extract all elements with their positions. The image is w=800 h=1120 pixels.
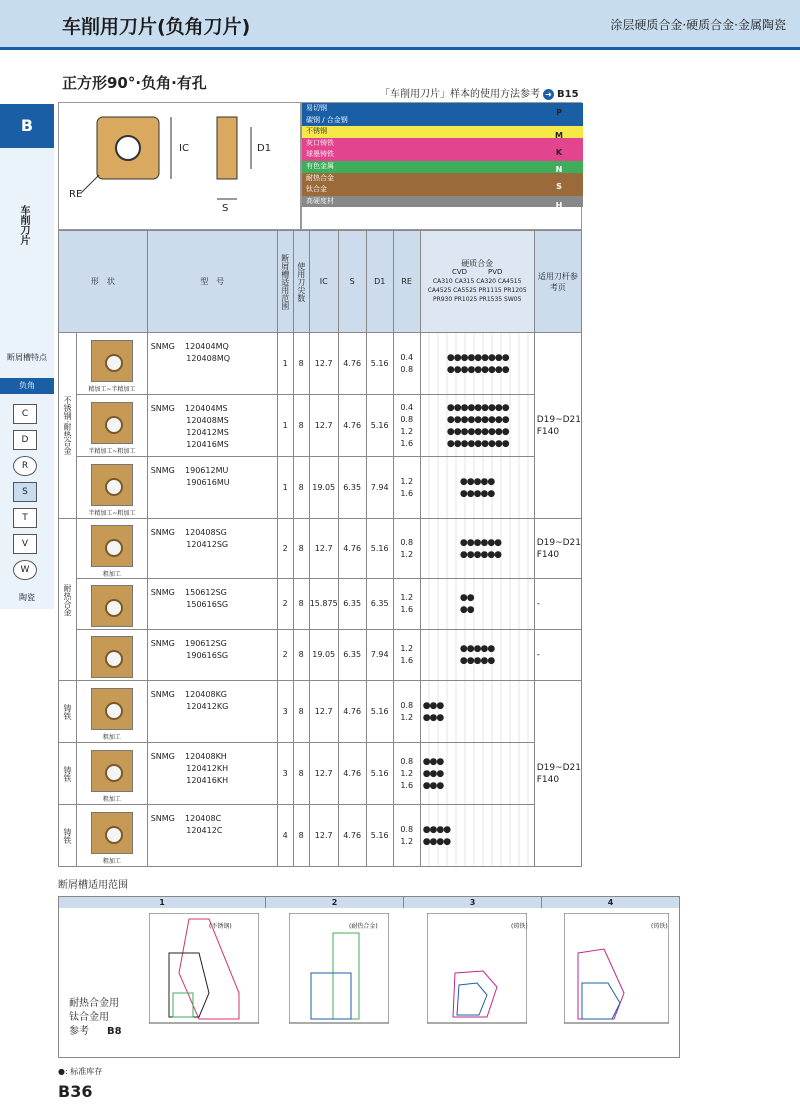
col-ic: IC [309,231,338,333]
side-item-c[interactable]: C [13,404,37,424]
re-cell: 0.4 0.8 [393,333,420,395]
material-row: 有色金属 [302,161,583,173]
insert-photo [91,340,133,382]
chipgroup-cell: 2 [277,579,293,630]
insert-image [77,743,148,805]
chip-col-1: 1 [59,897,266,908]
d1-label: D1 [257,143,272,154]
insert-photo [91,812,133,854]
re-cell: 1.2 1.6 [393,630,420,681]
insert-image [77,805,148,867]
model-cell: SNMG 120408C 120412C [147,805,277,867]
model-cell: SNMG 190612MU 190616MU [147,457,277,519]
row-group: 铸铁 [59,805,77,867]
ic-cell: 12.7 [309,805,338,867]
side-item-negative[interactable]: 负角 [0,378,54,394]
insert-caption: 半精加工~粗加工 [88,448,136,455]
group-s: S [556,182,562,191]
chip-note: 耐热合金用 钛合金用 参考 [69,998,119,1037]
grade-dots: ●●● ●●● ●●● [420,743,534,805]
section-title: 正方形90°·负角·有孔 [62,74,207,92]
reference-text: 「车削用刀片」样本的使用方法参考 [380,89,540,100]
chipgroup-cell: 4 [277,805,293,867]
chipgroup-cell: 1 [277,457,293,519]
edges-cell: 8 [293,681,309,743]
table-row [59,630,582,681]
page-title: 车削用刀片(负角刀片) [62,16,251,38]
side-item-chipbreaker[interactable]: 断屑槽特点 [7,353,47,362]
material-row: 不锈钢 [302,126,583,138]
model-cell: SNMG 120408KG 120412KG [147,681,277,743]
s-cell: 6.35 [338,630,366,681]
ic-cell: 12.7 [309,681,338,743]
table-row [59,681,582,743]
grade-dots: ●●●●● ●●●●● [420,630,534,681]
s-cell: 6.35 [338,457,366,519]
chip-col-4: 4 [542,897,679,908]
col-holder: 适用刀杆参考页 [534,231,581,333]
s-cell: 4.76 [338,395,366,457]
row-group: 铸铁 [59,681,77,743]
insert-image [77,395,148,457]
d1-cell: 7.94 [366,630,393,681]
re-cell: 1.2 1.6 [393,579,420,630]
edges-cell: 8 [293,519,309,579]
holder-ref: - [534,630,581,681]
ic-cell: 12.7 [309,743,338,805]
chip-chart-1 [149,913,259,1053]
d1-cell: 5.16 [366,519,393,579]
table-row [59,579,582,630]
col-shape: 形 状 [59,231,148,333]
chip-chart-3 [427,913,527,1053]
model-cell: SNMG 120404MQ 120408MQ [147,333,277,395]
model-cell: SNMG 190612SG 190616SG [147,630,277,681]
material-row: 耐热合金 [302,173,583,185]
re-cell: 0.8 1.2 [393,519,420,579]
model-cell: SNMG 120408KH 120412KH 120416KH [147,743,277,805]
material-row: 钛合金 [302,184,583,196]
chipgroup-cell: 1 [277,395,293,457]
col-edges: 使用刀尖数 [293,231,309,333]
insert-caption: 粗加工 [102,571,121,578]
model-cell: SNMG 120404MS 120408MS 120412MS 120416MS [147,395,277,457]
chipgroup-cell: 1 [277,333,293,395]
side-item-r[interactable]: R [13,456,37,476]
side-item-ceramic[interactable]: 陶瓷 [19,593,35,602]
header-category: 涂层硬质合金·硬质合金·金属陶瓷 [610,18,786,32]
grade-list: CA310 CA315 CA320 CA4515 CA4525 CA5525 PR1115 PR1205 PR930 PR1025 PR1535 SW05 [427,278,527,303]
chip-mat-4: (铸铁) [651,923,668,930]
edges-cell: 8 [293,457,309,519]
s-cell: 4.76 [338,519,366,579]
d1-cell: 5.16 [366,805,393,867]
s-label: S [222,203,229,214]
reference-link[interactable] [380,85,579,100]
insert-table [58,230,582,867]
material-row: 灰口铸铁 [302,138,583,150]
chipgroup-cell: 3 [277,743,293,805]
edges-cell: 8 [293,805,309,867]
group-p: P [556,108,562,117]
cvd-label: CVD [451,268,468,276]
grade-dots: ●●●●● ●●●●● [420,457,534,519]
edges-cell: 8 [293,630,309,681]
model-cell: SNMG 150612SG 150616SG [147,579,277,630]
grade-dots: ●● ●● [420,579,534,630]
row-group: 不锈钢·耐热合金 [59,333,77,519]
row-group: 铸铁 [59,743,77,805]
ic-cell: 19.05 [309,457,338,519]
arrow-icon: ➜ [543,89,554,100]
chapter-label: 车削刀片 [18,205,29,245]
material-row: 球墨铸铁 [302,149,583,161]
page-number: B36 [58,1082,93,1101]
material-row: 高硬度材 [302,196,583,208]
ic-cell: 12.7 [309,333,338,395]
side-item-w[interactable]: W [13,560,37,580]
legend-note: ●: 标准库存 [58,1067,103,1076]
re-cell: 0.8 1.2 [393,805,420,867]
insert-image [77,579,148,630]
page-header [0,0,800,50]
insert-caption: 半精加工~粗加工 [88,510,136,517]
material-row: 易切钢 [302,103,583,115]
d1-cell: 5.16 [366,333,393,395]
holder-ref: D19~D21 F140 [534,681,581,867]
chipgroup-cell: 3 [277,681,293,743]
d1-cell: 5.16 [366,743,393,805]
edges-cell: 8 [293,743,309,805]
grade-dots: ●●●● ●●●● [420,805,534,867]
grade-dots: ●●● ●●● [420,681,534,743]
d1-cell: 6.35 [366,579,393,630]
insert-image [77,457,148,519]
chip-mat-3: (铸铁) [511,923,528,930]
model-cell: SNMG 120408SG 120412SG [147,519,277,579]
insert-caption: 粗加工 [102,796,121,803]
holder-ref: D19~D21 F140 [534,333,581,519]
d1-cell: 5.16 [366,395,393,457]
insert-caption: 粗加工 [102,858,121,865]
group-k: K [555,148,563,157]
col-chipgroup: 断屑槽适用范围 [277,231,293,333]
side-item-s[interactable]: S [13,482,37,502]
ic-label: IC [179,143,189,154]
table-row [59,743,582,805]
grade-dots: ●●●●●● ●●●●●● [420,519,534,579]
s-cell: 4.76 [338,743,366,805]
ic-cell: 19.05 [309,630,338,681]
ic-cell: 12.7 [309,519,338,579]
chipgroup-cell: 2 [277,519,293,579]
s-cell: 4.76 [338,333,366,395]
grade-dots: ●●●●●●●●● ●●●●●●●●● ●●●●●●●●● ●●●●●●●●● [420,395,534,457]
insert-image [77,333,148,395]
s-cell: 4.76 [338,805,366,867]
chip-mat-2: (耐热合金) [349,923,378,930]
re-cell: 0.8 1.2 1.6 [393,743,420,805]
ic-cell: 12.7 [309,395,338,457]
col-grades [420,231,534,333]
chip-chart-2 [289,913,389,1053]
group-h: H [555,201,563,210]
re-cell: 0.8 1.2 [393,681,420,743]
insert-caption: 精加工~半精加工 [88,386,136,393]
chip-range-box [58,896,680,1058]
re-label: RE [69,189,83,200]
table-row [59,519,582,579]
table-row [59,395,582,457]
d1-cell: 5.16 [366,681,393,743]
insert-photo [91,464,133,506]
table-row [59,805,582,867]
chip-range-title: 断屑槽适用范围 [58,880,128,891]
insert-caption: 粗加工 [102,734,121,741]
re-cell: 0.4 0.8 1.2 1.6 [393,395,420,457]
insert-photo [91,688,133,730]
insert-image [77,630,148,681]
group-m: M [555,131,563,140]
pvd-label: PVD [488,268,503,276]
col-re: RE [393,231,420,333]
insert-photo [91,636,133,678]
edges-cell: 8 [293,579,309,630]
row-group: 耐热合金 [59,519,77,681]
re-cell: 1.2 1.6 [393,457,420,519]
col-d1: D1 [366,231,393,333]
chip-col-2: 2 [266,897,404,908]
insert-photo [91,750,133,792]
s-cell: 6.35 [338,579,366,630]
edges-cell: 8 [293,333,309,395]
table-row [59,457,582,519]
insert-photo [91,402,133,444]
chip-mat-1: (不锈钢) [209,923,232,930]
d1-cell: 7.94 [366,457,393,519]
chip-chart-4 [564,913,669,1053]
material-row: 碳钢 / 合金钢 [302,115,583,127]
insert-diagram [58,102,301,230]
chip-col-3: 3 [404,897,542,908]
grade-dots: ●●●●●●●●● ●●●●●●●●● [420,333,534,395]
chip-note-ref: B8 [107,1026,122,1037]
col-s: S [338,231,366,333]
side-item-v[interactable]: V [13,534,37,554]
chapter-tab[interactable]: B [0,104,54,148]
insert-drawing [59,103,300,229]
side-item-d[interactable]: D [13,430,37,450]
reference-page: B15 [557,89,579,100]
holder-ref: D19~D21 F140 [534,519,581,579]
insert-photo [91,525,133,567]
group-n: N [555,165,563,174]
carbide-label: 硬质合金 [461,259,494,268]
col-model: 型 号 [147,231,277,333]
insert-image [77,519,148,579]
coat-labels [421,268,534,277]
edges-cell: 8 [293,395,309,457]
holder-ref: - [534,579,581,630]
s-cell: 4.76 [338,681,366,743]
table-row [59,333,582,395]
insert-image [77,681,148,743]
insert-photo [91,585,133,627]
ic-cell: 15.875 [309,579,338,630]
side-item-t[interactable]: T [13,508,37,528]
chipgroup-cell: 2 [277,630,293,681]
